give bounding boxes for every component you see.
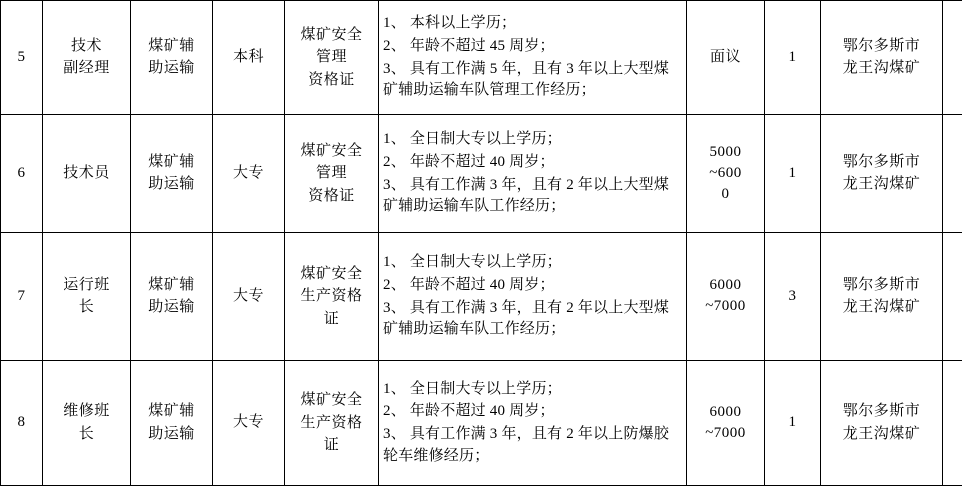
department: 煤矿辅 助运输 [131,115,213,233]
table-row [1,361,962,486]
education-level: 大专 [213,361,285,486]
certificate-required: 煤矿安全 管理 资格证 [285,1,379,115]
requirement-item: 1、 本科以上学历； [383,15,517,31]
position-title: 技术 副经理 [43,1,131,115]
salary: 6000 ~7000 [687,361,765,486]
headcount: 1 [765,361,821,486]
headcount: 1 [765,1,821,115]
education-level: 大专 [213,115,285,233]
table-row [1,115,962,233]
work-location: 鄂尔多斯市 龙王沟煤矿 [821,1,943,115]
requirements-list [379,233,687,361]
row-index: 8 [1,361,43,486]
salary: 5000 ~600 0 [687,115,765,233]
work-location: 鄂尔多斯市 龙王沟煤矿 [821,233,943,361]
education-level: 本科 [213,1,285,115]
requirement-item: 1、 全日制大专以上学历； [383,131,562,147]
requirement-item: 1、 全日制大专以上学历； [383,254,562,270]
trailing-column [943,115,962,233]
trailing-column [943,361,962,486]
work-location: 鄂尔多斯市 龙王沟煤矿 [821,115,943,233]
requirements-list [379,361,687,486]
department: 煤矿辅 助运输 [131,1,213,115]
trailing-column [943,1,962,115]
requirement-item: 2、 年龄不超过 40 周岁； [383,153,555,170]
requirements-list [379,115,687,233]
requirement-item: 3、 具有工作满 3 年，且有 2 年以上防爆胶轮车维修经历； [383,426,670,464]
table-row [1,1,962,115]
education-level: 大专 [213,233,285,361]
requirement-item: 3、 具有工作满 5 年，且有 3 年以上大型煤矿辅助运输车队管理工作经历； [383,60,670,99]
row-index: 7 [1,233,43,361]
work-location: 鄂尔多斯市 龙王沟煤矿 [821,361,943,486]
row-index: 6 [1,115,43,233]
requirement-item: 2、 年龄不超过 45 周岁； [383,37,555,54]
certificate-required: 煤矿安全 生产资格 证 [285,233,379,361]
department: 煤矿辅 助运输 [131,361,213,486]
salary: 面议 [687,1,765,115]
certificate-required: 煤矿安全 管理 资格证 [285,115,379,233]
requirement-item: 1、 全日制大专以上学历； [383,380,562,397]
row-index: 5 [1,1,43,115]
trailing-column [943,233,962,361]
table-row [1,233,962,361]
requirement-item: 3、 具有工作满 3 年，且有 2 年以上大型煤矿辅助运输车队工作经历； [383,299,670,338]
requirement-item: 3、 具有工作满 3 年，且有 2 年以上大型煤矿辅助运输车队工作经历； [383,176,670,215]
headcount: 1 [765,115,821,233]
headcount: 3 [765,233,821,361]
requirement-item: 2、 年龄不超过 40 周岁； [383,276,555,293]
position-title: 技术员 [43,115,131,233]
requirements-list [379,1,687,115]
certificate-required: 煤矿安全 生产资格 证 [285,361,379,486]
requirement-item: 2、 年龄不超过 40 周岁； [383,403,555,420]
salary: 6000 ~7000 [687,233,765,361]
position-title: 维修班 长 [43,361,131,486]
position-title: 运行班 长 [43,233,131,361]
department: 煤矿辅 助运输 [131,233,213,361]
